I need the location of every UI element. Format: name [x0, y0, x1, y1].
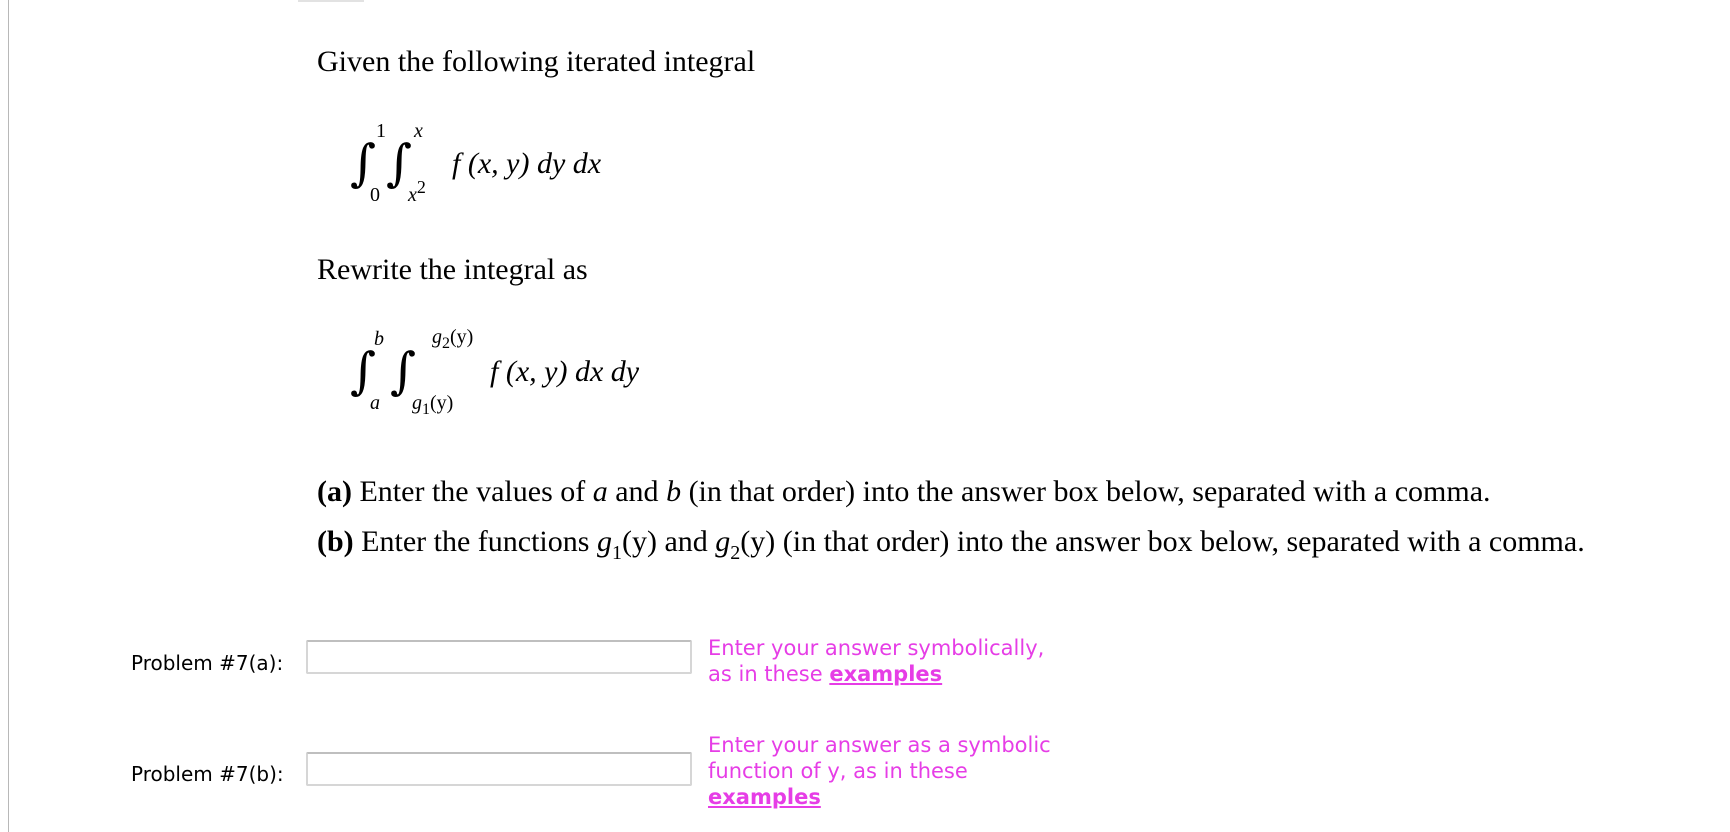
problem-7a-hint	[708, 635, 1068, 687]
inner-lower-base: x	[408, 184, 417, 206]
g-subscript: 1	[611, 542, 622, 564]
problem-7b-label: Problem #7(b):	[131, 762, 284, 786]
g-argument: (y)	[430, 392, 454, 414]
integral-sign-outer: ∫	[350, 134, 377, 192]
var-b: b	[666, 475, 682, 508]
g-subscript: 2	[442, 335, 450, 352]
inner-upper-limit	[432, 326, 473, 350]
hint-text: as in these	[708, 662, 823, 686]
hint-line-2: function of y, as in these	[708, 759, 968, 783]
problem-7a-answer-input[interactable]	[306, 640, 692, 674]
part-b-text-3: (in that order) into the answer box below, separated with a comma.	[782, 525, 1585, 558]
outer-upper-limit: 1	[376, 120, 386, 142]
examples-link[interactable]: examples	[829, 662, 943, 686]
integral-2	[350, 328, 730, 428]
hint-line-3	[708, 784, 1088, 810]
problem-7b-answer-input[interactable]	[306, 752, 692, 786]
g-symbol: g	[715, 525, 731, 558]
var-a: a	[592, 475, 608, 508]
problem-7a-label: Problem #7(a):	[131, 651, 284, 675]
g2-expression	[715, 525, 776, 564]
hint-line-1: Enter your answer as a symbolic	[708, 733, 1051, 757]
part-b-text-1: Enter the functions	[361, 525, 590, 558]
inner-lower-limit	[408, 177, 426, 206]
inner-lower-limit	[412, 392, 453, 416]
integral-1	[350, 120, 650, 220]
part-b-text-2: and	[664, 525, 708, 558]
outer-lower-limit: a	[370, 392, 380, 414]
inner-lower-exponent: 2	[416, 177, 426, 197]
hint-line-2	[708, 661, 1068, 687]
part-b-label: (b)	[317, 525, 354, 558]
outer-lower-limit: 0	[370, 184, 380, 206]
hint-line-1: Enter your answer symbolically,	[708, 636, 1045, 660]
part-a-text-2: and	[615, 475, 659, 508]
question-intro: Given the following iterated integral	[317, 45, 756, 78]
problem-7b-hint	[708, 732, 1088, 810]
inner-upper-limit: x	[414, 120, 423, 142]
question-rewrite: Rewrite the integral as	[317, 253, 588, 286]
part-a	[317, 474, 1491, 510]
part-a-text-1: Enter the values of	[359, 475, 586, 508]
integral-sign-inner: ∫	[386, 134, 413, 192]
integrand-2: f (x, y) dx dy	[490, 355, 640, 388]
g-symbol: g	[412, 392, 422, 414]
examples-link[interactable]: examples	[708, 785, 821, 809]
g1-expression	[596, 525, 657, 564]
integrand-1: f (x, y) dy dx	[452, 147, 602, 180]
top-tab-edge	[298, 0, 364, 2]
integral-sign-inner: ∫	[390, 342, 417, 400]
g-subscript: 1	[422, 401, 430, 418]
g-argument: (y)	[621, 525, 657, 558]
part-b	[317, 524, 1585, 563]
g-symbol: g	[596, 525, 612, 558]
g-symbol: g	[432, 326, 442, 348]
g-argument: (y)	[740, 525, 776, 558]
part-a-label: (a)	[317, 475, 352, 508]
outer-upper-limit: b	[374, 328, 384, 350]
part-a-text-3: (in that order) into the answer box below, separated with a comma.	[688, 475, 1491, 508]
g-subscript: 2	[730, 542, 741, 564]
g-argument: (y)	[450, 326, 474, 348]
integral-sign-outer: ∫	[350, 342, 377, 400]
left-border-rule	[8, 0, 9, 832]
